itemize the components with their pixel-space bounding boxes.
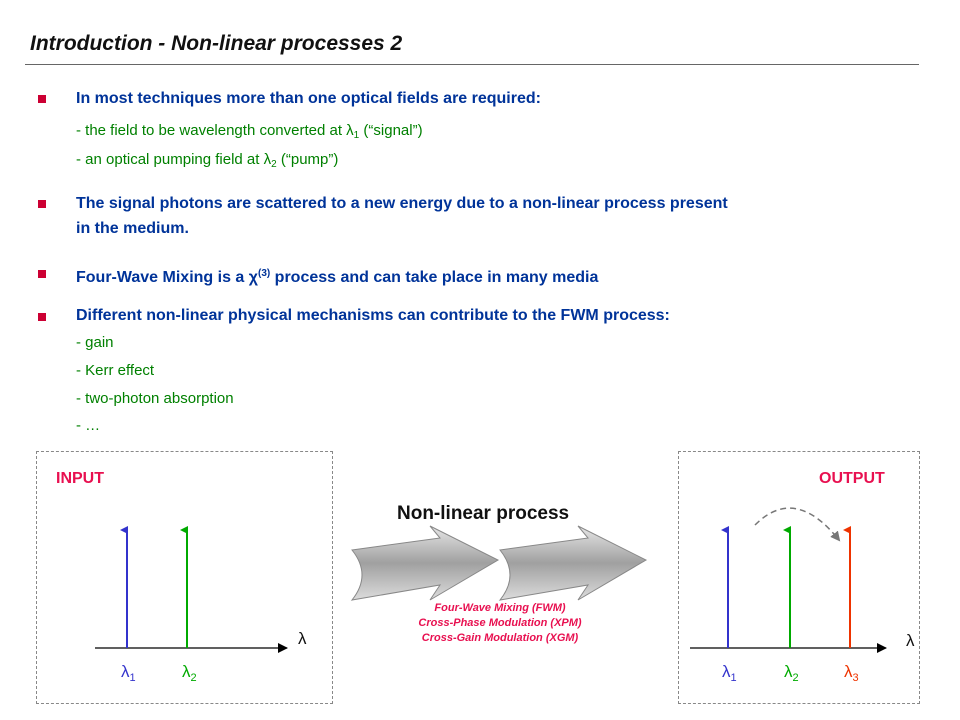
input-axis-label: λ	[298, 629, 307, 648]
bullet-2-text: The signal photons are scattered to a new energy due to a non-linear process present in the medium.	[76, 195, 728, 237]
process-item-xgm: Cross-Gain Modulation (XGM)	[421, 632, 579, 644]
output-axis-label: λ	[906, 631, 915, 650]
slide-title: Introduction - Non-linear processes 2	[30, 32, 403, 55]
bullet-1-text: In most techniques more than one optical fields are required:	[76, 90, 541, 107]
bullet-4-sub-4: - …	[76, 417, 101, 434]
input-lambda2-label: $\lambda_2$	[182, 662, 197, 684]
output-label: OUTPUT	[819, 470, 885, 487]
process-arrow-1	[352, 526, 498, 600]
process-item-fwm: Four-Wave Mixing (FWM)	[434, 602, 566, 614]
bullet-4-sub-1: - gain	[76, 334, 114, 351]
output-lambda2-label: $\lambda_2$	[784, 662, 799, 684]
output-lambda3-label: $\lambda_3$	[844, 662, 859, 684]
bullet-4-text: Different non-linear physical mechanisms can contribute to the FWM process:	[76, 307, 670, 324]
process-title: Non-linear process	[397, 503, 570, 524]
process-arrow-2	[500, 526, 646, 600]
input-label: INPUT	[56, 470, 104, 487]
bullet-1-sub-2: - an optical pumping field at $\lambda_2$ (“pump”)	[76, 151, 339, 170]
bullet-4-sub-3: - two-photon absorption	[76, 390, 234, 407]
output-lambda1-label: $\lambda_1$	[722, 662, 737, 684]
bullet-4-sub-2: - Kerr effect	[76, 362, 155, 379]
conversion-arrow	[755, 508, 839, 540]
process-item-xpm: Cross-Phase Modulation (XPM)	[418, 617, 582, 629]
bullet-1-sub-1: - the field to be wavelength converted at $\lambda_1$ (“signal”)	[76, 122, 423, 141]
bullet-3-text: Four-Wave Mixing is a $\chi^{(3)}$ process and can take place in many media	[76, 268, 599, 286]
input-lambda1-label: $\lambda_1$	[121, 662, 136, 684]
